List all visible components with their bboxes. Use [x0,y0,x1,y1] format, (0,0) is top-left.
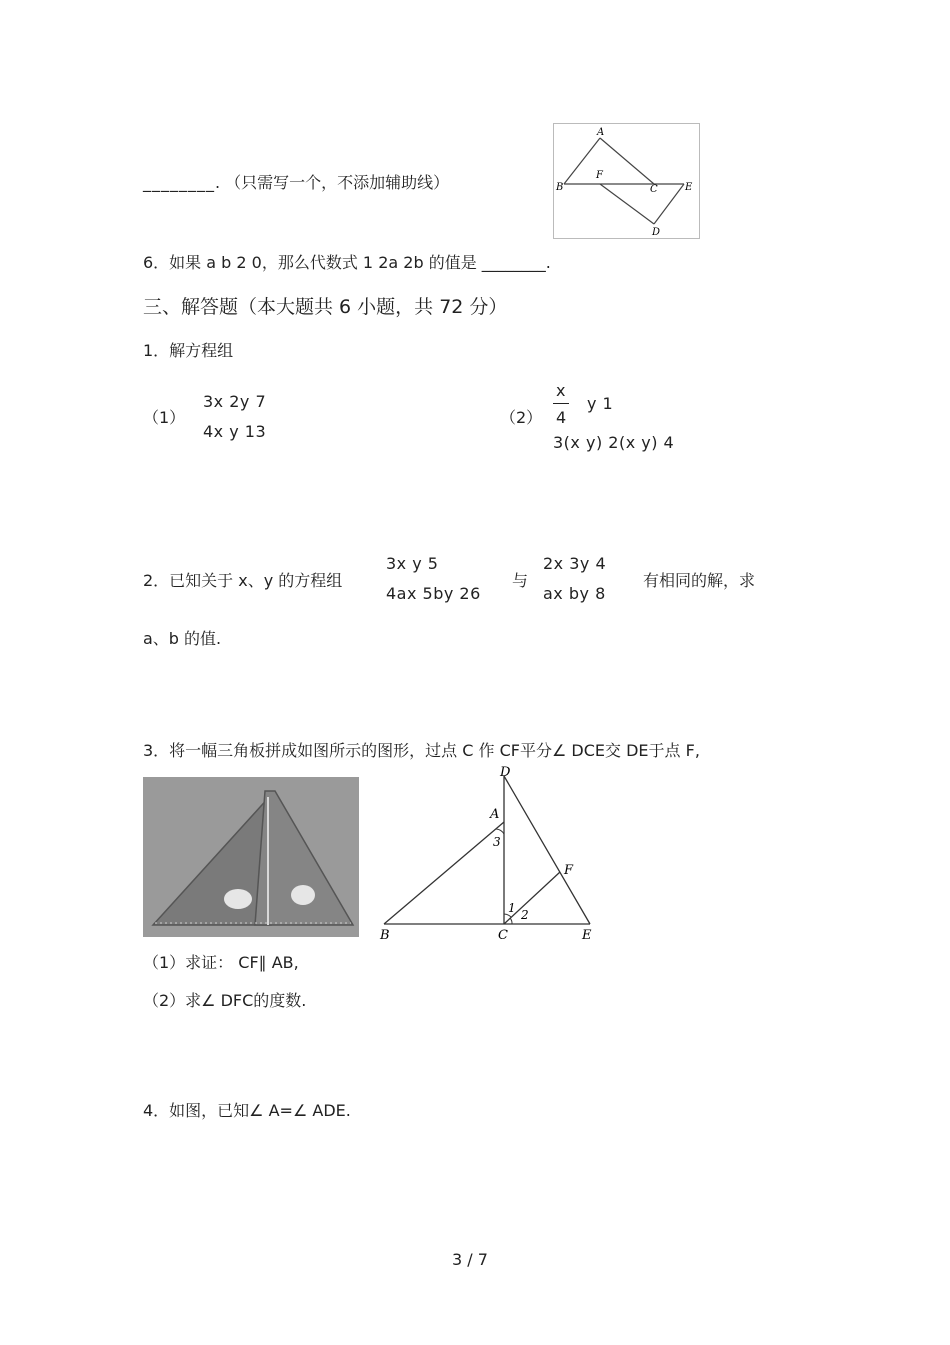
angle-3-arc [496,829,504,834]
label-d: D [652,227,661,238]
p2-suffix: 有相同的解，求 [643,571,756,590]
p2-sys2-eq1: 2x 3y 4 [543,554,607,573]
p1-part1-eq1: 3x 2y 7 [203,392,267,411]
angle-2-arc [510,918,512,924]
label-b: B [556,182,564,193]
page-number: 3 / 7 [452,1250,488,1269]
hole-left [224,889,252,909]
line-ed [654,184,684,224]
p2-sys2-eq2: ax by 8 [543,584,606,603]
line-ba [384,822,504,924]
p3-sub2: （2）求∠ DFC的度数. [143,991,307,1010]
p1-part1-label: （1） [143,408,186,427]
p1-part2-numerator: x [556,381,566,400]
label-e: E [582,928,592,943]
p2-line2: a、b 的值. [143,629,222,648]
fraction-bar [553,403,569,404]
q5-figure-svg [554,124,699,238]
p1-part2-label: （2） [500,408,543,427]
label-a: A [490,807,500,822]
q5-figure [553,123,700,239]
p1-part2-eq1-rest: y 1 [587,394,614,413]
label-f: F [596,170,603,181]
p2-sys1-eq2: 4ax 5by 26 [386,584,481,603]
line-cf [504,872,560,924]
line-fd [600,184,654,224]
p3-sub1: （1）求证： CF∥ AB, [143,953,299,972]
label-f: F [564,863,574,878]
q6-text: 6．如果 a b 2 0，那么代数式 1 2a 2b 的值是 ________. [143,253,551,272]
q5-note: . （只需写一个，不添加辅助线） [215,173,450,192]
p1-part1-eq2: 4x y 13 [203,422,267,441]
p1-title: 1．解方程组 [143,341,234,360]
p2-sys1-eq1: 3x y 5 [386,554,439,573]
line-ac [600,138,654,184]
p4-text: 4．如图，已知∠ A=∠ ADE. [143,1101,351,1120]
label-e: E [685,182,693,193]
line-ab [564,138,600,184]
label-c: C [498,928,508,943]
p2-prefix: 2．已知关于 x、y 的方程组 [143,571,343,590]
p1-part2-eq2: 3(x y) 2(x y) 4 [553,433,675,452]
q5-blank: ________ [143,173,215,192]
label-a: A [597,127,605,138]
label-d: D [500,765,511,780]
p3-figure [372,764,594,944]
label-angle-1: 1 [508,901,516,915]
p2-mid: 与 [512,571,529,590]
label-angle-2: 2 [521,908,529,922]
line-de [504,776,590,924]
label-angle-3: 3 [493,835,501,849]
p1-part2-denominator: 4 [556,408,567,427]
set-squares-photo-svg [143,777,359,937]
p3-figure-svg [372,764,594,944]
hole-right [291,885,315,905]
section-3-title: 三、解答题（本大题共 6 小题，共 72 分） [143,296,508,318]
label-b: B [380,928,390,943]
p3-text: 3．将一幅三角板拼成如图所示的图形，过点 C 作 CF平分∠ DCE交 DE于点 F, [143,741,700,760]
q5-answer-line [143,170,449,193]
label-c: C [650,184,658,195]
set-squares-photo [143,777,359,937]
